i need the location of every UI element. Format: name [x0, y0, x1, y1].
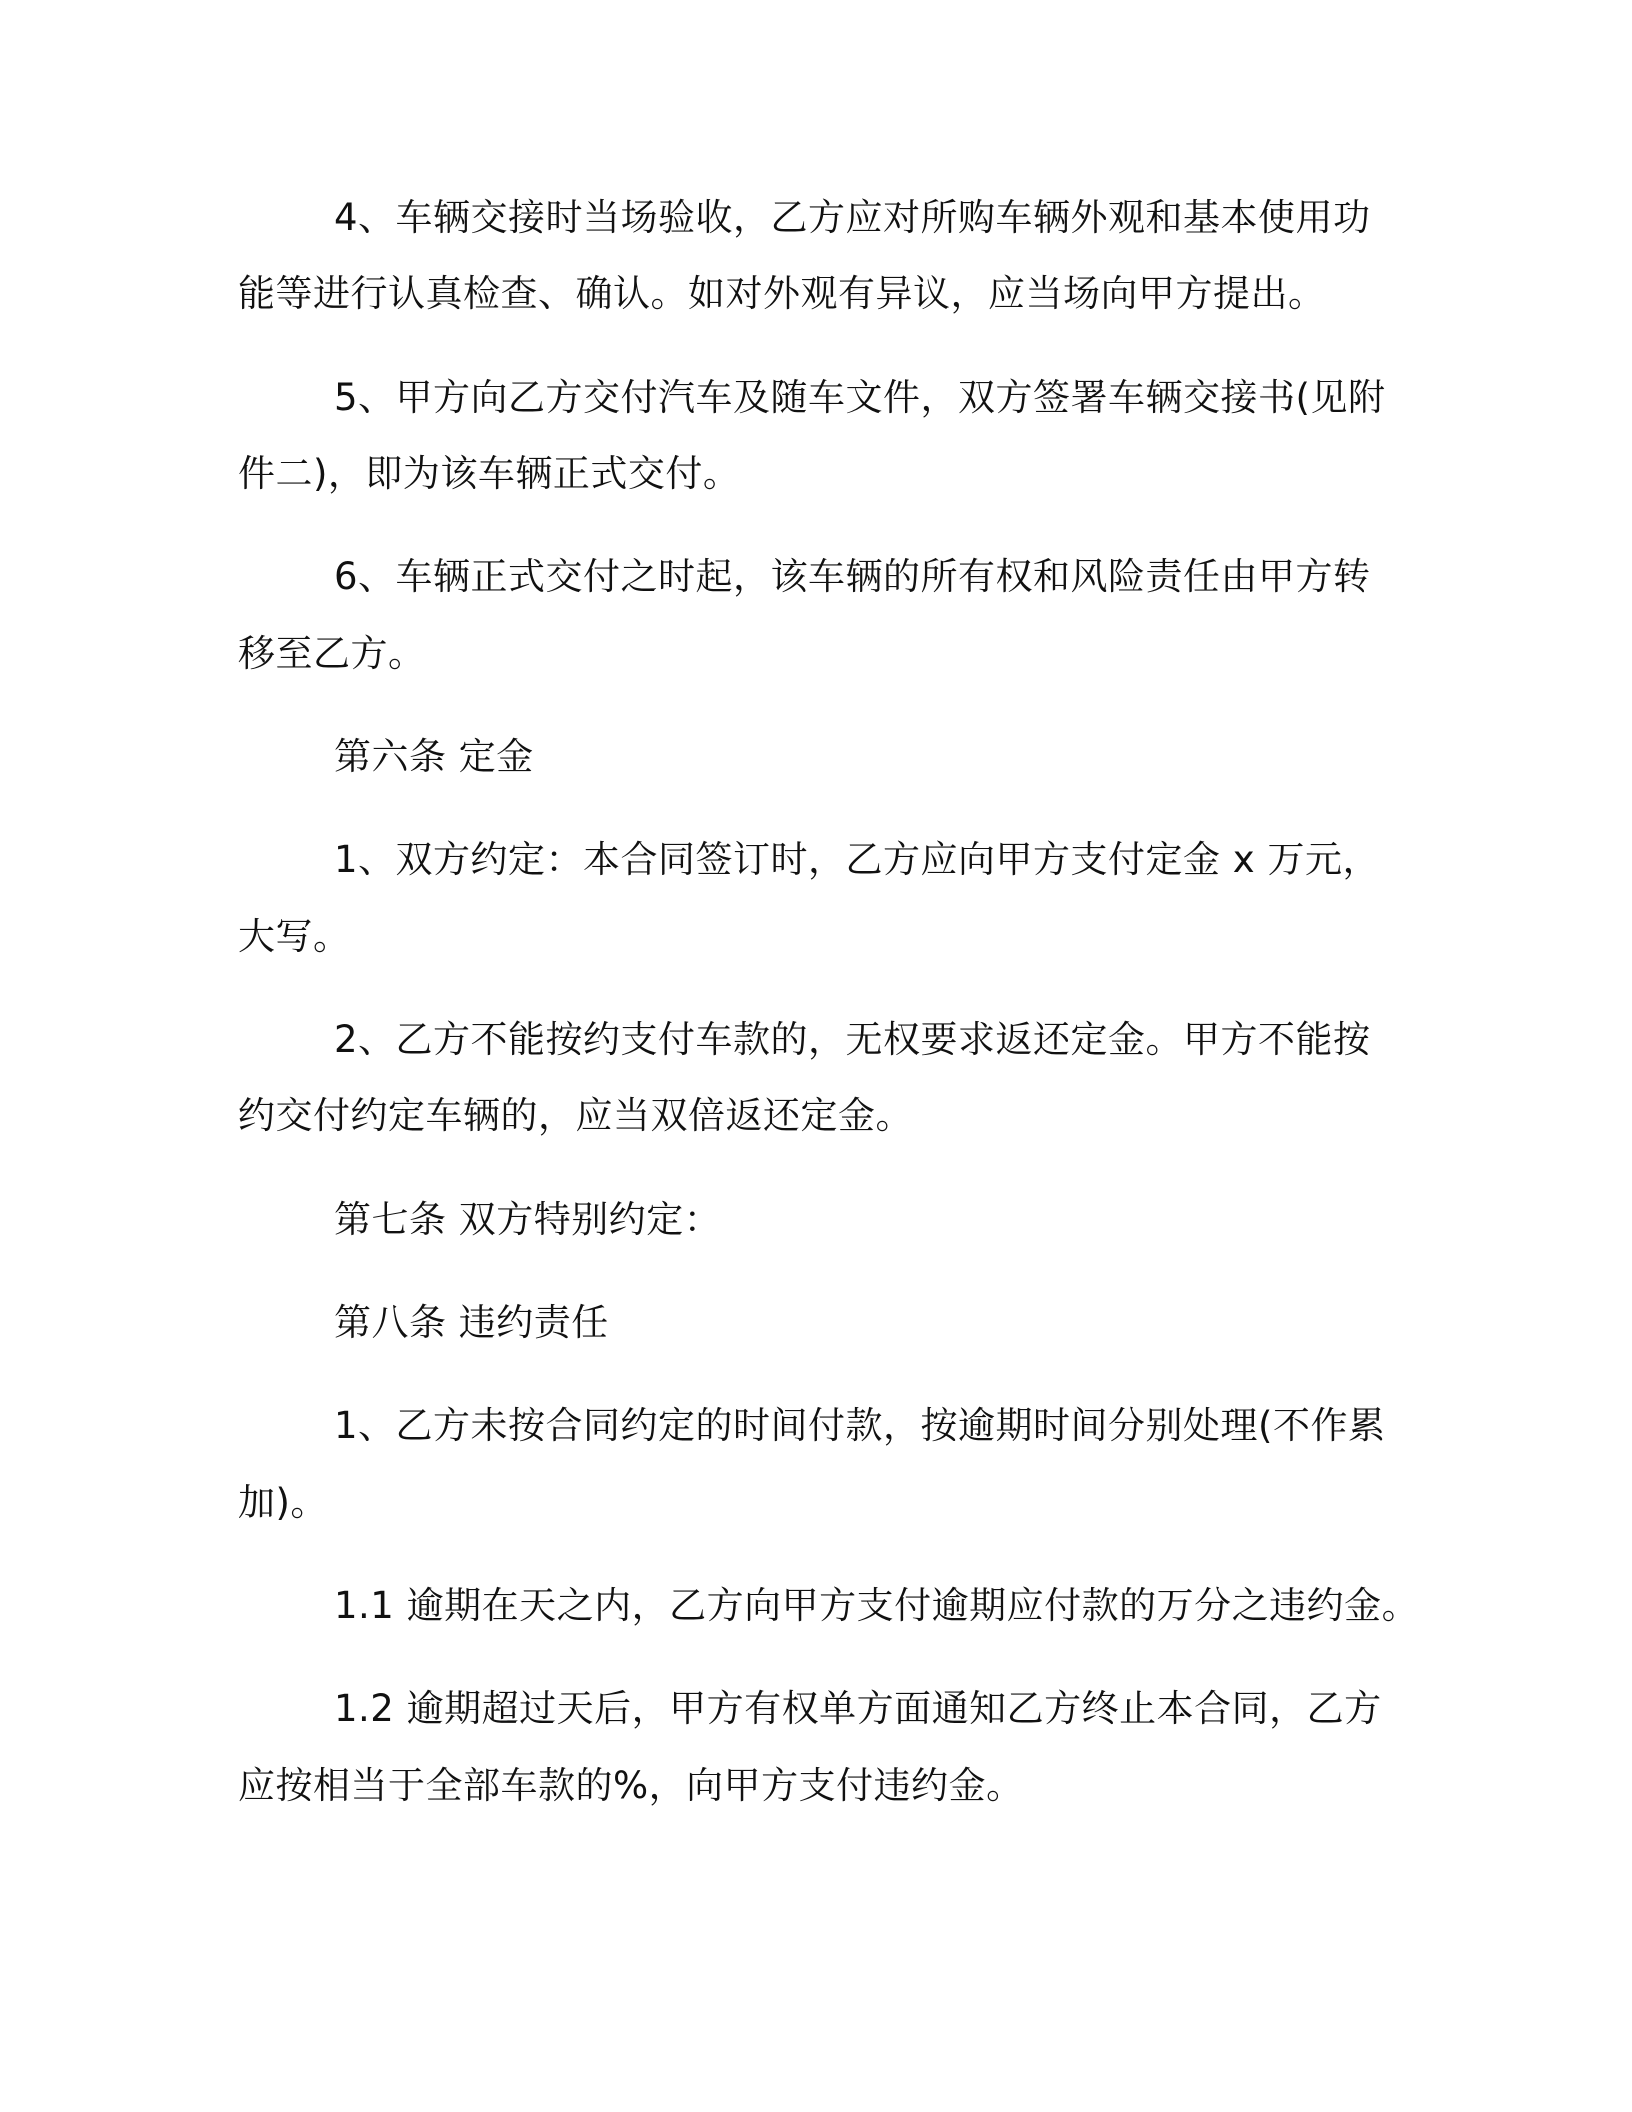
article-8-heading: 第八条 违约责任 — [334, 1301, 609, 1344]
clause-5-5-line-2: 件二)，即为该车辆正式交付。 — [238, 452, 741, 495]
clause-6-2-line-2: 约交付约定车辆的，应当双倍返还定金。 — [238, 1094, 913, 1137]
clause-5-6-line-1: 6、车辆正式交付之时起，该车辆的所有权和风险责任由甲方转 — [334, 555, 1371, 598]
clause-6-2-line-1: 2、乙方不能按约支付车款的，无权要求返还定金。甲方不能按 — [334, 1018, 1371, 1061]
clause-5-4-line-2: 能等进行认真检查、确认。如对外观有异议，应当场向甲方提出。 — [238, 272, 1326, 315]
article-6-heading: 第六条 定金 — [334, 735, 534, 778]
article-7-heading: 第七条 双方特别约定： — [334, 1198, 722, 1241]
clause-8-1-2-line-2: 应按相当于全部车款的%，向甲方支付违约金。 — [238, 1764, 1024, 1807]
clause-8-1-line-2: 加)。 — [238, 1481, 328, 1524]
clause-5-6-line-2: 移至乙方。 — [238, 632, 426, 675]
clause-8-1-line-1: 1、乙方未按合同约定的时间付款，按逾期时间分别处理(不作累 — [334, 1404, 1386, 1447]
clause-5-5-line-1: 5、甲方向乙方交付汽车及随车文件，双方签署车辆交接书(见附 — [334, 376, 1386, 419]
clause-6-1-line-2: 大写。 — [238, 915, 351, 958]
clause-6-1-line-1: 1、双方约定：本合同签订时，乙方应向甲方支付定金 x 万元， — [334, 838, 1380, 881]
clause-8-1-1-line: 1.1 逾期在天之内，乙方向甲方支付逾期应付款的万分之违约金。 — [334, 1584, 1420, 1627]
clause-8-1-2-line-1: 1.2 逾期超过天后，甲方有权单方面通知乙方终止本合同，乙方 — [334, 1687, 1382, 1730]
clause-5-4-line-1: 4、车辆交接时当场验收，乙方应对所购车辆外观和基本使用功 — [334, 196, 1371, 239]
